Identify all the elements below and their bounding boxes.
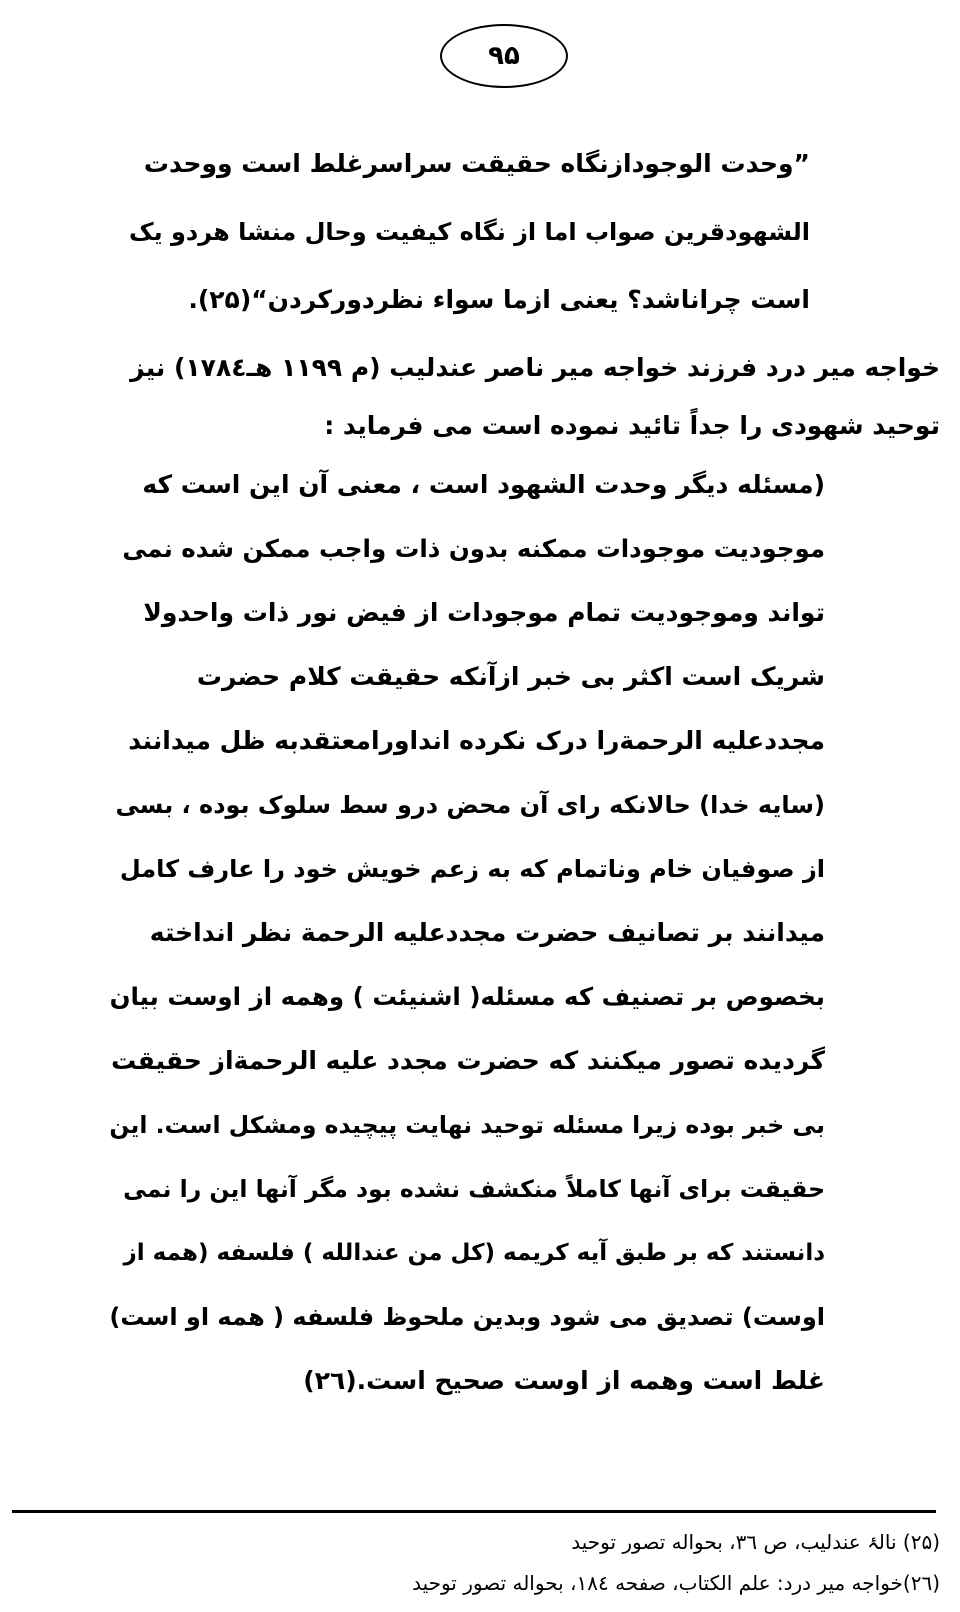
quote-line: ”وحدت الوجودازنگاه حقیقت سراسرغلط است ووحدت: [143, 149, 810, 178]
footnote-divider: [12, 1510, 936, 1513]
block-quote-line: بی خبر بوده زیرا مسئله توحید نهایت پیچیده ومشکل است. این: [109, 1111, 825, 1139]
block-quote-line: موجودیت موجودات ممکنه بدون ذات واجب ممکن شده نمی: [122, 534, 825, 563]
block-quote-line: اوست) تصدیق می شود وبدین ملحوظ فلسفه ( همه او است): [109, 1303, 825, 1331]
block-quote-line: مجددعلیه الرحمةرا درک نکرده انداورامعتقدبه ظل میدانند: [128, 726, 825, 755]
block-quote-line: (سایه خدا) حالانکه رای آن محض درو سط سلوک بوده ، بسی: [115, 791, 825, 819]
intro-line: خواجه میر درد فرزند خواجه میر ناصر عندلیب (م ۱۱۹۹ هـ۱۷۸٤) نیز: [130, 353, 940, 382]
block-quote-line: غلط است وهمه از اوست صحیح است.(۲٦): [303, 1366, 825, 1395]
block-quote-line: حقیقت برای آنها کاملاً منکشف نشده بود مگر آنها این را نمی: [123, 1175, 825, 1203]
block-quote-line: میدانند بر تصانیف حضرت مجددعلیه الرحمة نظر انداخته: [149, 918, 825, 947]
block-quote-line: (مسئله دیگر وحدت الشهود است ، معنی آن این است که: [142, 470, 825, 499]
footnote: (۲٦)خواجه میر درد: علم الکتاب، صفحه ۱۸٤، بحواله تصور توحید: [412, 1571, 940, 1595]
block-quote-line: تواند وموجودیت تمام موجودات از فیض نور ذات واحدولا: [143, 598, 825, 627]
block-quote-line: از صوفیان خام وناتمام که به زعم خویش خود را عارف کامل: [119, 855, 825, 883]
block-quote-line: شریک است اکثر بی خبر ازآنکه حقیقت کلام حضرت: [196, 662, 825, 691]
quote-line: است چراناشد؟ یعنی ازما سواء نظردورکردن“(۲۵).: [188, 285, 810, 314]
quote-line: الشهودقرین صواب اما از نگاه کیفیت وحال منشا هردو یک: [129, 218, 810, 246]
intro-line: توحید شهودی را جداً تائید نموده است می فرماید :: [324, 411, 940, 440]
block-quote-line: گردیده تصور میکنند که حضرت مجدد علیه الرحمةاز حقیقت: [111, 1046, 825, 1075]
page-number: ۹۵: [440, 24, 568, 88]
block-quote-line: دانستند که بر طبق آیه کریمه (کل من عندالله ) فلسفه (همه از: [123, 1240, 825, 1266]
footnote: (۲۵) نالۂ عندلیب، ص ۳٦، بحواله تصور توحید: [571, 1530, 940, 1554]
block-quote-line: بخصوص بر تصنیف که مسئله( اشنیئت ) وهمه از اوست بیان: [109, 982, 825, 1011]
